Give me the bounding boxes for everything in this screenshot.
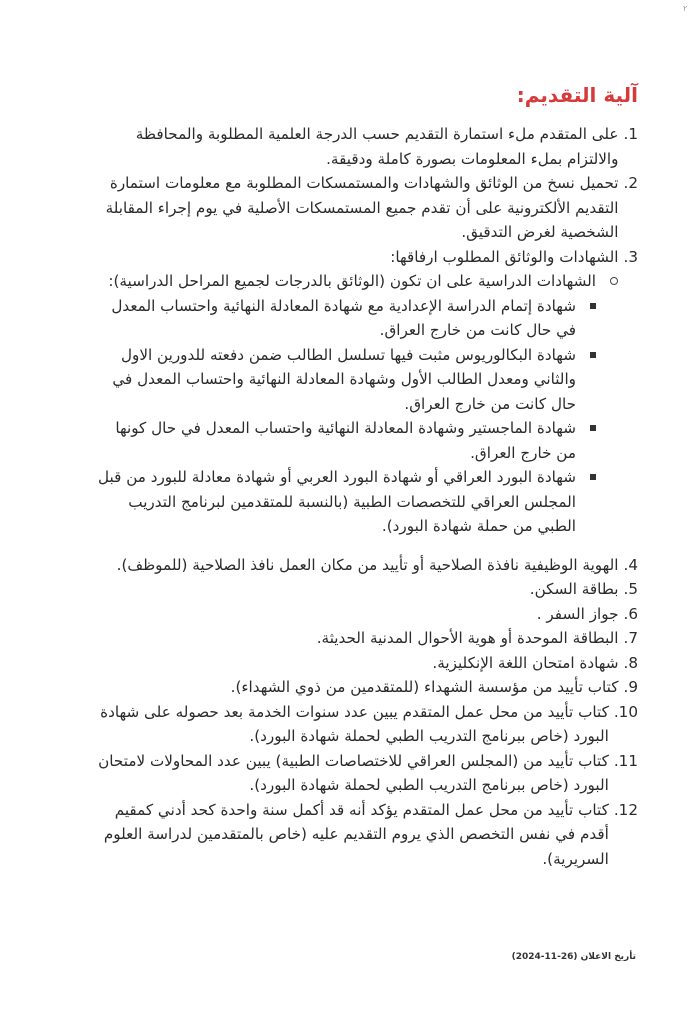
list-item-11 [98,749,638,798]
square-bullet-icon [590,474,596,480]
item-text: البطاقة الموحدة أو هوية الأحوال المدنية الحديثة. [316,629,619,647]
item-text: بطاقة السكن. [529,580,619,598]
sub-sub-list-item [98,465,596,539]
item-number: 12. [613,800,638,819]
sub-sub-item-text: شهادة البكالوريوس مثبت فيها تسلسل الطالب ضمن دفعته للدورين الاول والثاني ومعدل الطالب الأول وشهادة المعادلة النهائية واحتساب المعدل في حال كانت من خارج العراق. [112,345,576,413]
list-item-2 [98,171,638,245]
page-title: آلية التقديم: [516,83,638,107]
list-item-7 [98,626,638,651]
list-item-1 [98,122,638,171]
list-item-5 [98,577,638,602]
item-number: 9. [623,678,638,696]
sub-sub-item-text: شهادة إتمام الدراسة الإعدادية مع شهادة المعادلة النهائية واحتساب المعدل في حال كانت من خارج العراق. [111,296,576,339]
item-text: الشهادات والوثائق المطلوب ارفاقها: [390,247,619,266]
item-text: كتاب تأييد من محل عمل المتقدم يبين عدد سنوات الخدمة بعد حصوله على شهادة البورد (خاص ببرنامج التدريب الطبي لحملة شهادة البورد). [100,702,609,745]
item-number: 5. [623,580,638,598]
sub-sub-list-item [98,294,596,343]
item-number: 7. [623,629,638,647]
item-number: 1. [623,125,638,143]
item-text: كتاب تأييد من مؤسسة الشهداء (للمتقدمين من ذوي الشهداء). [230,678,619,696]
item-text: على المتقدم ملء استمارة التقديم حسب الدرجة العلمية المطلوبة والمحافظة والالتزام بملء المعلومات بصورة كاملة ودقيقة. [135,125,619,168]
item-text: تحميل نسخ من الوثائق والشهادات والمستمسكات المطلوبة مع معلومات استمارة التقديم الألكترونية على أن تقدم جميع المستمسكات الأصلية في يوم إجراء المقابلة الشخصية لغرض التدقيق. [105,174,619,241]
item-number: 8. [623,653,638,672]
square-bullet-icon [590,352,596,358]
item-number: 2. [623,174,638,192]
item-number: 10. [613,702,638,721]
item-number: 4. [623,555,638,574]
square-bullet-icon [590,425,596,431]
item-text: شهادة امتحان اللغة الإنكليزية. [432,653,619,672]
requirements-list [98,122,638,871]
list-item-8 [98,651,638,676]
item-number: 11. [613,751,638,770]
square-bullet-icon [590,303,596,309]
list-item-9 [98,675,638,700]
item-number: 3. [623,247,638,266]
item-text: كتاب تأييد من محل عمل المتقدم يؤكد أنه قد أكمل سنة واحدة كحد أدني كمقيم أقدم في نفس التخصص الذي يروم التقديم عليه (خاص بالمتقدمين لدراسة العلوم السريرية). [103,800,609,868]
sub-sub-item-text: شهادة البورد العراقي أو شهادة البورد العربي أو شهادة معادلة للبورد من قبل المجلس العراقي للتخصصات الطبية (بالنسبة للمتقدمين لبرنامج التدريب الطبي من حملة شهادة البورد). [98,468,576,535]
sub-list-item [98,269,618,294]
item-text: جواز السفر . [536,604,619,623]
circle-bullet-icon [610,277,618,285]
spacer [98,539,638,553]
list-item-4 [98,553,638,578]
item-text: الهوية الوظيفية نافذة الصلاحية أو تأييد من مكان العمل نافذ الصلاحية (للموظف). [116,555,619,574]
corner-mark: ٢ [683,4,688,13]
list-item-3 [98,245,638,270]
list-item-12 [98,798,638,872]
item-text: كتاب تأييد من (المجلس العراقي للاختصاصات الطبية) يبين عدد المحاولات لامتحان البورد (خاص ببرنامج التدريب الطبي لحملة شهادة البورد). [98,751,609,794]
item-number: 6. [623,604,638,623]
sub-sub-item-text: شهادة الماجستير وشهادة المعادلة النهائية واحتساب المعدل في حال كونها من خارج العراق. [115,419,576,462]
announcement-date: تأريخ الاعلان (26-11-2024) [511,952,636,962]
list-item-10 [98,700,638,749]
sub-sub-list-item [98,416,596,465]
sub-sub-list-item [98,343,596,417]
sub-item-text: الشهادات الدراسية على ان تكون (الوثائق بالدرجات لجميع المراحل الدراسية): [108,272,596,290]
list-item-6 [98,602,638,627]
